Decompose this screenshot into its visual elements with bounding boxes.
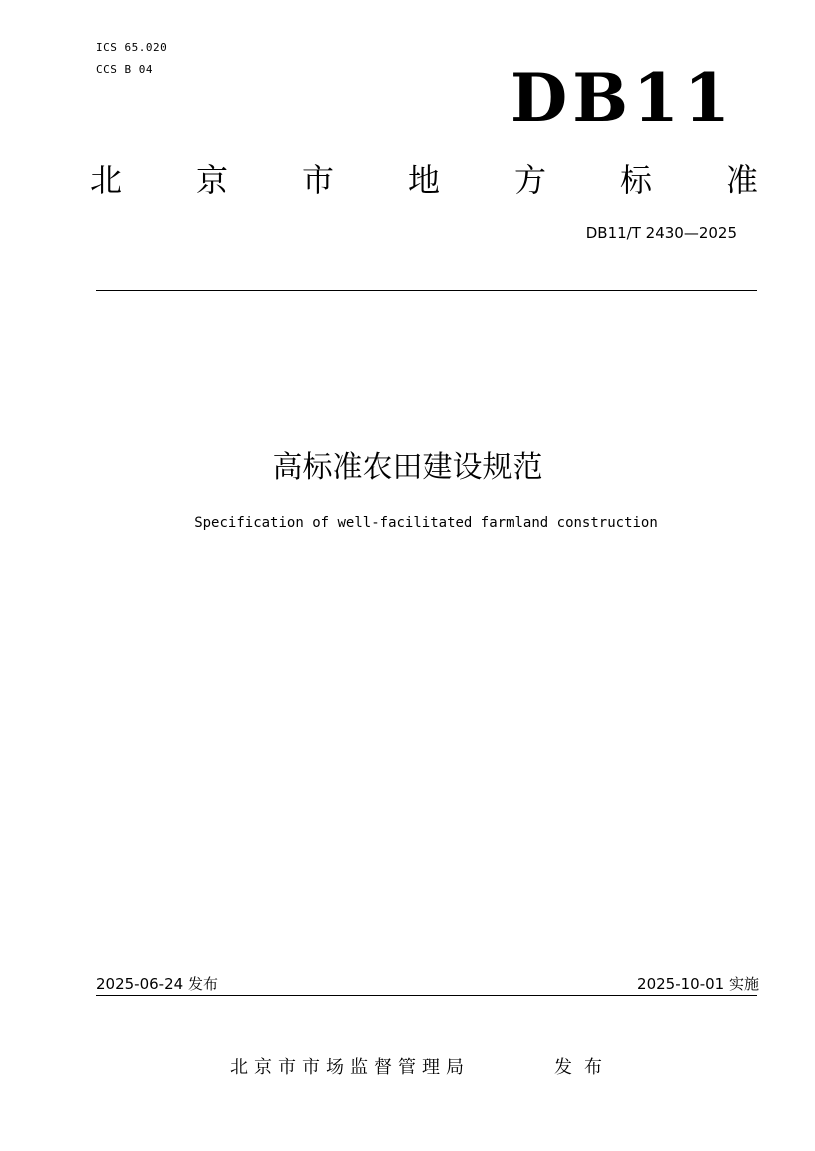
standard-type-heading <box>86 152 762 204</box>
standard-type-char: 地 <box>407 161 440 199</box>
standard-type-char: 准 <box>725 161 758 199</box>
bottom-divider <box>96 995 757 996</box>
standard-number: DB11/T 2430—2025 <box>585 224 737 242</box>
standard-type-char: 市 <box>301 161 334 199</box>
standard-type-char: 北 <box>89 161 122 199</box>
standard-type-char: 标 <box>619 161 652 199</box>
issuing-authority: 北京市市场监督管理局 <box>230 1057 470 1078</box>
implementation-date: 2025-10-01 实施 <box>637 975 759 993</box>
ccs-code: CCS B 04 <box>96 63 153 76</box>
issue-date: 2025-06-24 发布 <box>96 975 218 993</box>
issue-label: 发布 <box>554 1057 614 1078</box>
title-english: Specification of well-facilitated farmland construction <box>194 515 658 531</box>
db11-logo: DB11 <box>510 59 735 137</box>
title-chinese: 高标准农田建设规范 <box>272 450 543 485</box>
top-divider <box>96 290 757 291</box>
standard-type-char: 京 <box>195 161 228 199</box>
ics-code: ICS 65.020 <box>96 41 168 54</box>
standard-type-char: 方 <box>513 161 546 199</box>
